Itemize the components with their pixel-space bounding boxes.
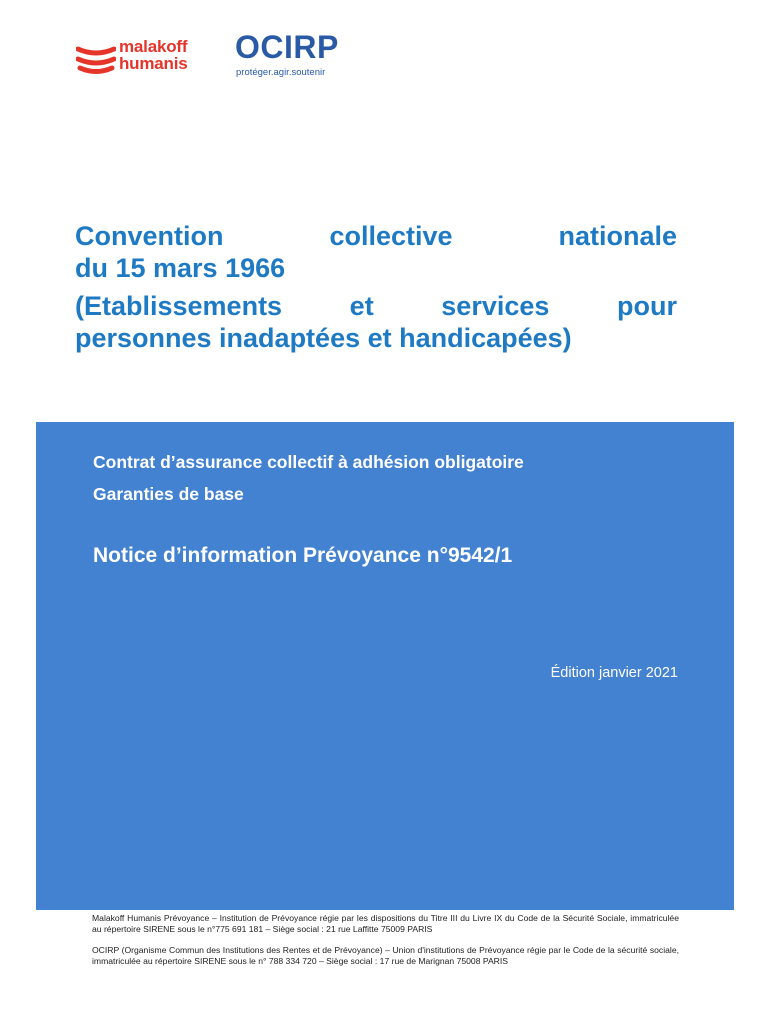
ocirp-legal-text: OCIRP (Organisme Commun des Institutions des Rentes et de Prévoyance) – Union d'institutions de Prévoyance régie par le Code de la sécurité sociale, immatriculée au répertoire SIRENE sous le n° 788 334 720 – Siège social : 17 rue de Marignan 75008 PARIS	[92, 945, 679, 966]
document-title	[75, 220, 677, 354]
malakoff-humanis-logo	[76, 38, 216, 82]
title-line-2: du 15 mars 1966	[75, 253, 286, 283]
malakoff-word: malakoff	[119, 37, 188, 56]
cover-panel	[36, 422, 734, 910]
notice-title: Notice d’information Prévoyance n°9542/1	[93, 544, 513, 567]
title-line-1: Convention collective nationale	[75, 221, 677, 251]
edition-date: Édition janvier 2021	[550, 665, 678, 681]
humanis-word: humanis	[119, 54, 188, 73]
contract-description	[93, 446, 524, 510]
legal-footer	[92, 913, 679, 977]
malakoff-humanis-wordmark	[119, 38, 188, 72]
guarantee-type: Garanties de base	[93, 484, 244, 504]
ocirp-tagline: protéger.agir.soutenir	[236, 67, 326, 78]
malakoff-legal-text: Malakoff Humanis Prévoyance – Institution de Prévoyance régie par les dispositions du Titre III du Livre IX du Code de la Sécurité Sociale, immatriculée au répertoire SIRENE sous le n°775 691 181 – Siège social : 21 rue Laffitte 75009 PARIS	[92, 913, 679, 934]
malakoff-humanis-mark-icon	[76, 40, 116, 76]
contract-type: Contrat d’assurance collectif à adhésion obligatoire	[93, 452, 524, 472]
title-line-3: (Etablissements et services pour	[75, 291, 677, 321]
title-line-4: personnes inadaptées et handicapées)	[75, 323, 572, 353]
ocirp-logo	[235, 24, 355, 84]
ocirp-wordmark: OCIRP	[235, 29, 339, 65]
